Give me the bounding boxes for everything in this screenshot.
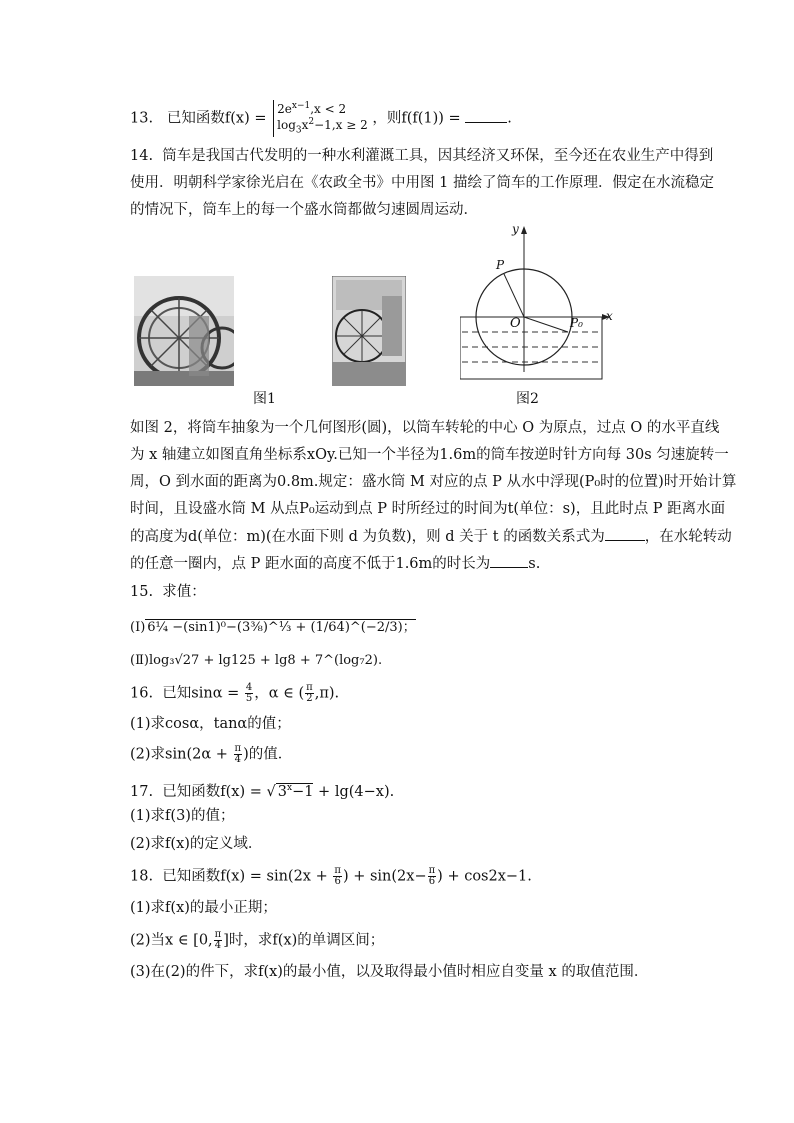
q18-part-2: (2)当x ∈ [0, $\frac{\pi}{4}$ ]时，求f(x)的单调区间；: [130, 929, 385, 951]
fig2-diagram: [460, 222, 620, 382]
q14-body-line-5: 的高度为d(单位：m)(在水面下则 d 为负数)，则 d 关于 t 的函数关系式为 ，在水轮转动: [130, 526, 732, 547]
q14-intro-line-1: 14. 筒车是我国古代发明的一种水利灌溉工具，因其经济又环保，至今还在农业生产中得到: [130, 148, 714, 164]
q14-answer-blank-2: [490, 553, 528, 568]
q16-part-2: (2)求sin(2α + $\frac{\pi}{4}$ )的值．: [130, 743, 293, 765]
q14-body-line-3: 周，O 到水面的距离为0.8m.规定：盛水筒 M 对应的点 P 从水中浮现(P₀时的位置)时开始计算: [130, 474, 737, 490]
question-17: 17. 已知函数f(x) = √ $3^x-1 + \lg(4-x)$.: [130, 783, 395, 800]
q16-part-1: (1)求cosα，tanα的值；: [130, 716, 291, 732]
q14-body-line-1: 如图 2，将筒车抽象为一个几何图形(圆)，以筒车转轮的中心 O 为原点，过点 O 的水平直线: [130, 420, 720, 436]
fig2-p0-label: P₀: [570, 316, 583, 330]
q14-intro-line-3: 的情况下，筒车上的每一个盛水筒都做匀速圆周运动．: [130, 202, 478, 218]
question-13: 13. 已知函数f(x) = $2e^{x-1},x < 2$ $\log_3x^2-1,x \ge 2$ ，则f(f(1)) = .: [130, 101, 512, 136]
waterwheel-photo: [134, 276, 234, 386]
q13-stem-post: ，则f(f(1)) =: [372, 110, 466, 127]
fig2-o-label: O: [510, 316, 521, 331]
q14-intro-line-2: 使用．明朝科学家徐光启在《农政全书》中用图 1 描绘了筒车的工作原理．假定在水流稳定: [130, 175, 714, 191]
q15-part-2: (Ⅱ)log₃√27 + lg125 + lg8 + 7^(log₇2).: [130, 653, 383, 668]
fig2-x-label: x: [606, 309, 613, 323]
fig2-caption: 图2: [516, 391, 539, 407]
waterwheel-sketch: [332, 276, 406, 386]
q14-body-line-6: 的任意一圈内，点 P 距水面的高度不低于1.6m的时长为 s.: [130, 553, 540, 574]
q17-part-2: (2)求f(x)的定义域．: [130, 836, 263, 852]
q13-stem-pre: 已知函数f(x) =: [166, 110, 272, 127]
fig2-y-label: y: [512, 222, 519, 236]
q17-part-1: (1)求f(3)的值；: [130, 808, 235, 824]
q18-part-1: (1)求f(x)的最小正期；: [130, 900, 277, 916]
q14-answer-blank-1: [605, 526, 645, 541]
question-15: 15. 求值：: [130, 584, 206, 600]
q13-piecewise: $2e^{x-1},x < 2$ $\log_3x^2-1,x \ge 2$: [273, 100, 368, 137]
fig2-p-label: P: [496, 258, 505, 272]
q14-body-line-4: 时间，且设盛水筒 M 从点P₀运动到点 P 时所经过的时间为t(单位：s)，且此时点 P 距离水面: [130, 501, 726, 517]
q15-part-1: (Ⅰ) 6¼ −(sin1)⁰−(3⅜)^⅓ + (1/64)^(−2/3)；: [130, 620, 416, 635]
fig1-caption: 图1: [253, 391, 276, 407]
q18-part-3: (3)在(2)的件下，求f(x)的最小值，以及取得最小值时相应自变量 x 的取值范围．: [130, 964, 649, 980]
q14-body-line-2: 为 x 轴建立如图直角坐标系xOy.已知一个半径为1.6m的筒车按逆时针方向每 30s 匀速旋转一: [130, 447, 729, 463]
q13-answer-blank: [465, 108, 507, 123]
q13-number: 13.: [130, 110, 154, 127]
question-18: 18. 已知函数f(x) = sin(2x + $\frac{\pi}{6}$ ) + sin(2x− $\frac{\pi}{6}$ ) + cos2x−1.: [130, 865, 532, 887]
question-16: 16. 已知sinα = $\frac{4}{5}$ ，α ∈ ( $\frac{\pi}{2}$ ,π).: [130, 682, 340, 704]
